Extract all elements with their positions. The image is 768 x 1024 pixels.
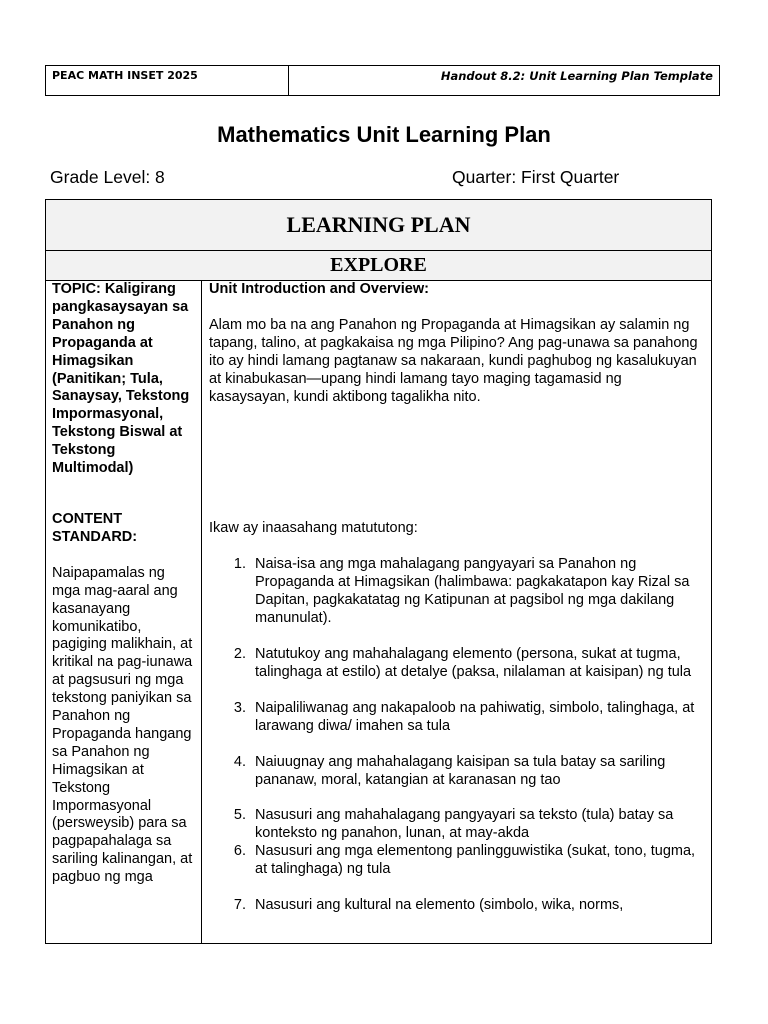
right-column [202,281,711,944]
topic-text: TOPIC: Kaligirang pangkasaysayan sa Panahon ng Propaganda at Himagsikan (Panitikan; Tula, Sanaysay, Tekstong Impormasyonal, Tekstong Biswal at Tekstong Multimodal) [52,281,190,477]
content-standard-text: Naipapamalas ng mga mag-aaral ang kasanayang komunikatibo, pagiging malikhain, at kritikal na pag-iunawa at pagsusuri ng mga tekstong paniyikan sa Panahon ng Propaganda hangang sa Panahon ng Himagsikan at Tekstong Impormasyonal (persweysib) para sa pagpapahalaga sa sariling kalinangan, at pagbuo ng mga [52,564,193,886]
grade-level: Grade Level: 8 [50,167,165,187]
learning-plan-table [45,199,712,944]
table-body-row [46,281,711,944]
header-handout-label: Handout 8.2: Unit Learning Plan Template [440,69,713,83]
objectives-list [209,556,703,915]
content-standard-label: CONTENT STANDARD: [52,510,138,545]
list-item: 7. Nasusuri ang kultural na elemento (simbolo, wika, norms, [233,897,624,914]
intro-text: Alam mo ba na ang Panahon ng Propaganda at Himagsikan ay salamin ng tapang, talino, at pagkakaisa ng mga Pilipino? Ang pag-unawa sa panahong ito ay hindi lamang pagtanaw sa nakaraan, kundi paghubog ng kasalukuyan at kinabukasan—upang hindi lamang tayo maging tagamasid ng kasaysayan, kundi aktibong tagalikha nito. [209,316,698,405]
list-item: 1. Naisa-isa ang mga mahalagang pangyayari sa Panahon ng Propaganda at Himagsikan (halimbawa: pagkakatapon kay Rizal sa Dapitan, pagkakatatag ng Katipunan at pagsibol ng mga dakilang manunulat). [233,556,690,627]
list-item: 4. Naiuugnay ang mahahalagang kaisipan sa tula batay sa sariling pananaw, moral, katangian at karanasan ng tao [233,753,666,788]
list-item: 3. Naipaliliwanag ang nakapaloob na pahiwatig, simbolo, talinghaga, at larawang diwa/ imahen sa tula [233,699,695,734]
left-column [46,281,202,944]
list-item: 5. Nasusuri ang mahahalagang pangyayari sa teksto (tula) batay sa konteksto ng panahon, lunan, at may-akda [233,807,674,842]
intro-label: Unit Introduction and Overview: [209,281,429,297]
list-item: 2. Natutukoy ang mahahalagang elemento (persona, sukat at tugma, talinghaga at estilo) at detalye (paksa, nilalaman at kaisipan) ng tula [233,645,692,680]
header-organization: PEAC MATH INSET 2025 [46,66,289,95]
table-subheading: EXPLORE [46,251,711,281]
table-heading: LEARNING PLAN [46,200,711,251]
expectation-text: Ikaw ay inaasahang matututong: [209,520,418,537]
list-item: 6. Nasusuri ang mga elementong panlingguwistika (sukat, tono, tugma, at talinghaga) ng tula [233,843,696,878]
handout-header [45,65,720,96]
quarter: Quarter: First Quarter [452,167,620,187]
page-title: Mathematics Unit Learning Plan [217,122,551,147]
